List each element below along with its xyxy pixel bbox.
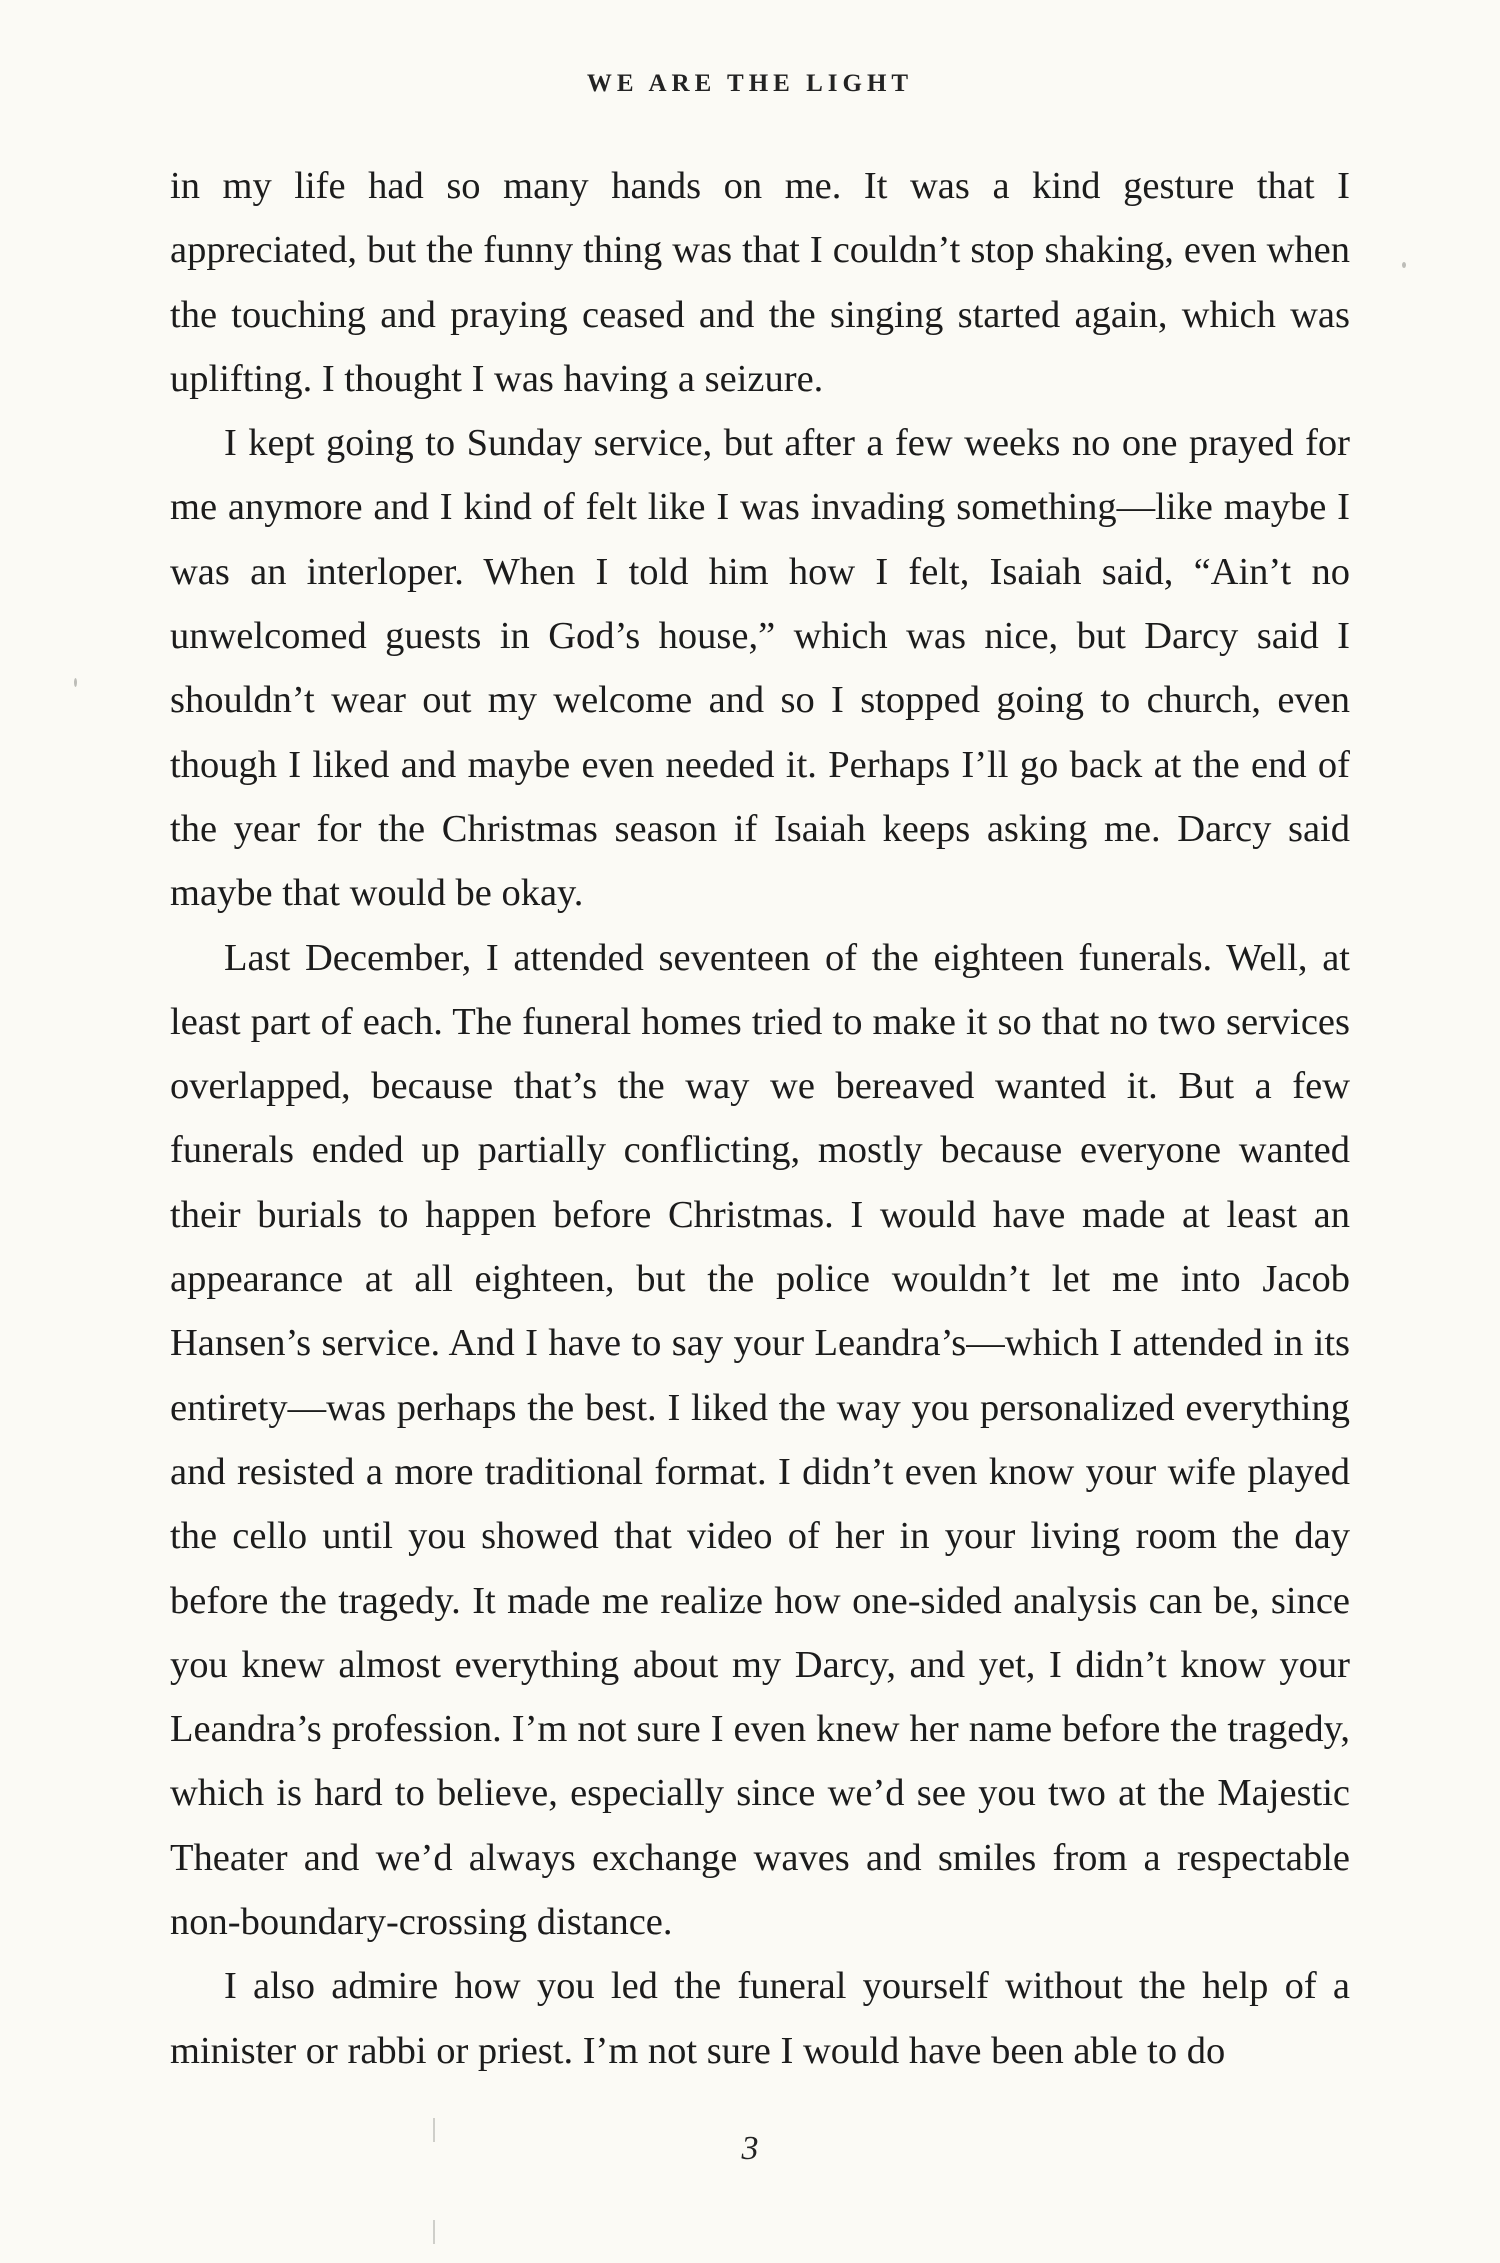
paragraph-4: I also admire how you led the funeral yourself without the help of a minister or rabbi or priest. I’m not sure I would have been able to do: [170, 1965, 1350, 2072]
running-header: WE ARE THE LIGHT: [586, 70, 914, 97]
scan-speck: [74, 678, 77, 687]
paragraph-1: in my life had so many hands on me. It was a kind gesture that I appreciated, but the funny thing was that I couldn’t stop shaking, even when the touching and praying ceased and the singing started again, which was uplifting. I thought I was having a seizure.: [170, 165, 1350, 400]
scan-mark: [433, 2220, 435, 2244]
scan-mark: [433, 2118, 435, 2142]
page-number: 3: [741, 2130, 759, 2167]
scan-speck: [1402, 262, 1406, 268]
body-text: [170, 154, 1350, 2083]
paragraph-3: Last December, I attended seventeen of the eighteen funerals. Well, at least part of each. The funeral homes tried to make it so that no two services overlapped, because that’s the way we bereaved wanted it. But a few funerals ended up partially conflicting, mostly because everyone wanted their burials to happen before Christmas. I would have made at least an appearance at all eighteen, but the police wouldn’t let me into Jacob Hansen’s service. And I have to say your Leandra’s—which I attended in its entirety—was perhaps the best. I liked the way you personalized everything and resisted a more traditional format. I didn’t even know your wife played the cello until you showed that video of her in your living room the day before the tragedy. It made me realize how one-sided analysis can be, since you knew almost everything about my Darcy, and yet, I didn’t know your Leandra’s profession. I’m not sure I even knew her name before the tragedy, which is hard to believe, especially since we’d see you two at the Majestic Theater and we’d always exchange waves and smiles from a respectable non-boundary-crossing distance.: [170, 936, 1350, 1944]
paragraph-2: I kept going to Sunday service, but after a few weeks no one prayed for me anymore and I kind of felt like I was invading something—like maybe I was an interloper. When I told him how I felt, Isaiah said, “Ain’t no unwelcomed guests in God’s house,” which was nice, but Darcy said I shouldn’t wear out my welcome and so I stopped going to church, even though I liked and maybe even needed it. Perhaps I’ll go back at the end of the year for the Christmas season if Isaiah keeps asking me. Darcy said maybe that would be okay.: [170, 422, 1350, 915]
